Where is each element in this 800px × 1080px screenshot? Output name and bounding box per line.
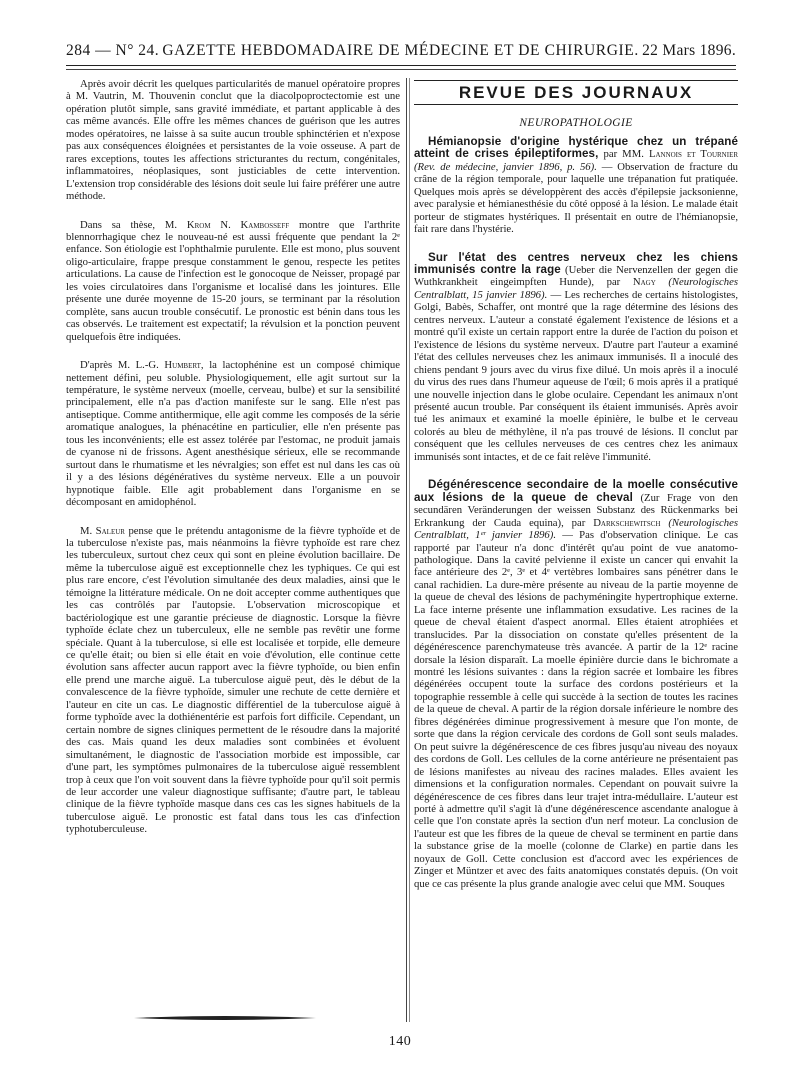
article-hemianopsie: Hémianopsie d'origine hystérique chez un trépané atteint de crises épileptiformes, par MM. Lannois et Tournier (Rev. de médecine, janvier 1896, p. 56). — Observation de fracture du crâne de la région temporale, pour laquelle une trépanation fut pratiquée. Quelques mois après se développèrent des accès d'épilepsie jacksonienne, avec paralysie et hémianesthésie du côté opposé à la lésion. Le malade était porteur de stigmates hystériques. Il présentait en outre de l'hémianopsie, fait rare dans l'hystérie. <box>414 134 739 236</box>
left-column <box>66 78 400 836</box>
article-degenerescence: Dégénérescence secondaire de la moelle consécutive aux lésions de la queue de cheval (Zur Frage von den secundären Veränderungen der weissen Substanz des Rückenmarks bei Erkrankung der Cauda equina), par Darkschewitsch (Neurologisches Centralblatt, 1ᵉʳ janvier 1896). — Pas d'observation clinique. Le cas rapporté par l'auteur n'a donc d'intérêt qu'au point de vue anatomo-pathologique. Dans la cavité pelvienne il existe un cancer qui envahit la face antérieure des 2ᵉ, 3ᵉ et 4ᵉ vertèbres lombaires sans pénétrer dans le canal rachidien. La dure-mère présente au niveau de la partie moyenne de la queue de cheval des lésions de pachyméningite hypertrophique externe. La face interne présente une inflammation exsudative. Les racines de la queue de cheval étaient d'aspect anormal. Elles étaient atrophiées et translucides. Par la dissociation on constate qu'elles présentent de la dégénérescence parenchymateuse très avancée. A partir de la 12ᵉ racine dorsale la lésion disparaît. La moelle épinière durcie dans le bichromate a montré les lésions suivantes : dans la région sacrée et lombaire les fibres dégénérées occupent toute la surface des cordons postérieurs et la topographie ressemble à celle qui succède à la section de toutes les racines de la queue de cheval. A partir de la région dorsale inférieure le nombre des fibres dégénérées diminue progressivement à mesure que l'on monte, de sorte que dans la région cervicale des cordons de Goll sont seuls malades. On peut suivre la dégénérescence de ces fibres jusqu'au niveau des noyaux des cordons de Goll. Les cellules de la corne antérieure ne présentaient pas de lésions manifestes au niveau des racines malades. Elles avaient les dimensions et la configuration normales. Cependant on pouvait suivre la dégénérescence de ces fibres dans leur trajet intra-médullaire. L'auteur est porté à admettre qu'il s'agit là d'une dégénérescence ascendante analogue à celle que l'on constate après la section d'un nerf moteur. La conclusion de l'auteur est que les fibres de la queue de cheval se terminent en partie dans la substance grise de la moelle (colonne de Clarke) en partie dans les noyaux de Goll. Cette conclusion est d'accord avec les expériences de Zinger et Müntzer et avec des faits anatomiques constatés depuis. (On voit que ce cas présente la plus grande analogie avec celui que MM. Souques <box>414 478 739 890</box>
paragraph-kambosseff: Dans sa thèse, M. Krom N. Kambosseff montre que l'arthrite blennorrhagique chez le nouveau-né est aussi fréquente que pendant la 2ᵉ enfance. Son étiologie est l'ophthalmie purulente. Elle est mono, plus souvent oligo-articulaire, frappe presque constamment le genou, respecte les petites articulations. La cause de l'infection est le gonocoque de Neisser, propagé par les voies circulatoires dans l'organisme et localisé dans les jointures. Elle présente une durée moyenne de 15-20 jours, se terminant par la résolution complète, sans aucun trouble consécutif. Le pronostic est bénin dans tous les cas observés. Le traitement est expectatif; la révulsion et la ponction peuvent quelquefois être indiquées. <box>66 218 400 343</box>
article-authors: Nagy <box>632 276 656 289</box>
folio-number: 140 <box>388 1034 412 1049</box>
section-banner: REVUE DES JOURNAUX <box>414 80 738 105</box>
paragraph-humbert: D'après M. L.-G. Humbert, la lactophénine est un composé chimique nettement défini, peu soluble. Physiologiquement, elle agit surtout sur la température, le système nerveux (moelle, cerveau, bulbe) et sur la sensibilité principalement, elle n'a pas d'action manifeste sur le sang. Elle n'est pas antiseptique. Comme antithermique, elle agit comme les composés de la série aromatique analogues, la phénacétine en particulier, elle n'en présente pas tous les inconvénients; elle est assez tolérée par l'estomac, ne produit jamais de cyanose ni de frissons. Agent anesthésique sérieux, elle se recommande surtout dans le rhumatisme et les névralgies; son effet est nul dans les cas où il y a des lésions dégénératives du système nerveux. Elle a un pouvoir hypnotique faible. Elle agit probablement dans l'organisme en se décomposant en amidophénol. <box>66 359 400 509</box>
article-title: Sur l'état des centres nerveux chez les chiens immunisés contre la rage <box>414 250 738 276</box>
paragraph-vautrin: Après avoir décrit les quelques particularités de manuel opératoire propres à M. Vautrin, M. Thouvenin conclut que la diacolpoproctectomie est une opération plutôt simple, sans gravité immédiate, et partant applicable à des cas même avancés. Elle offre les mêmes chances de guérison que les autres modes opératoires, ne laisse à sa suite aucun trouble sphinctérien et n'expose pas aux conséquences éloignées et persistantes de la voie osseuse. A part de rares exceptions, toutes les affections stricturantes du rectum, congénitales, inflammatoires, néoplasiques, sont justiciables de cette intervention. L'extension trop considérable des lésions doit seule lui faire préférer une autre méthode. <box>66 78 401 203</box>
journal-title: GAZETTE HEBDOMADAIRE DE MÉDECINE ET DE CHIRURGIE. <box>162 42 639 59</box>
section-heading: NEUROPATHOLOGIE <box>519 117 633 130</box>
header-rule-thick <box>66 65 736 66</box>
page-number: 284 — N° 24. <box>66 42 160 59</box>
article-reference: (Neurologisches Centralblatt, 1ᵉʳ janvier 1896). <box>414 516 738 542</box>
right-column <box>414 78 738 890</box>
column-separator-thin <box>409 78 410 1022</box>
author-name: L.-G. Humbert <box>135 359 201 372</box>
article-reference: (Neurologisches Centralblatt, 15 janvier 1896). <box>414 276 739 301</box>
article-title: Dégénérescence secondaire de la moelle consécutive aux lésions de la queue de cheval <box>414 478 738 504</box>
article-rage: Sur l'état des centres nerveux chez les chiens immunisés contre la rage (Ueber die Nervenzellen der gegen die Wuthkrankheit eingeimpften Hunde), par Nagy (Neurologisches Centralblatt, 15 janvier 1896). — Les recherches de certains histologistes, Golgi, Babès, Schaffer, ont montré que la rage détermine des lésions des centres nerveux. L'auteur a constaté également l'existence de lésions et a montré qu'il existe un certain rapport entre la durée de l'action du poison et l'existence de lésions du système nerveux. D'autre part l'auteur a examiné l'état des cellules nerveuses chez les animaux immunisés. Il a inoculé des chiens pendant 9 jours avec du virus fixe dilué. Un mois après il a inoculé du virus des rues dans l'humeur aqueuse de l'œil; 6 mois après il a pratiqué une nouvelle injection dans le globe oculaire. Cependant les animaux n'ont présenté aucun trouble. Par conséquent ils étaient immunisés. Après avoir tué les animaux et examiné la moelle épinière, le bulbe et le cerveau colorés au bleu de méthylène, il n'a pas trouvé de lésions. Il conclut par conséquent que les cellules nerveuses de ces centres chez les animaux immunisés sont intactes, et de ce fait relève l'immunité. <box>414 250 739 463</box>
header-rule-thin <box>66 69 736 70</box>
article-reference: (Rev. de médecine, janvier 1896, p. 56). <box>414 160 597 173</box>
column-separator <box>406 78 407 1022</box>
running-header <box>66 42 736 64</box>
issue-date: 22 Mars 1896. <box>642 42 736 59</box>
article-authors: Lannois et Tournier <box>648 148 739 161</box>
ornament-rule <box>132 1013 318 1023</box>
author-name: Krom N. Kambosseff <box>186 218 290 231</box>
article-authors: Darkschewitsch <box>593 516 661 529</box>
paragraph-saleur: M. Saleur pense que le prétendu antagonisme de la fièvre typhoïde et de la tuberculose n'existe pas, mais néanmoins la fièvre typhoïde est rare chez les tuberculeux, surtout chez ceux qui sont en pleine évolution bacillaire. De même la tuberculose aiguë est exceptionnelle chez les typhiques. Ce qui est plus rare encore, c'est l'évolution simultanée des deux maladies, ainsi que le témoigne la littérature médicale. On ne doit accepter comme authentiques que les cas contrôlés par l'autopsie. L'observation microscopique et bactériologique est une garantie précieuse de diagnostic. Lorsque la fièvre typhoïde éclate chez un tuberculeux, elle ne semble pas revêtir une forme spéciale. Quant à la tuberculose, si elle est localisée et torpide, elle demeure ce qu'elle était; ou bien si elle était en voie d'évolution, elle continue cette évolution sans affecter aucun rapport avec la fièvre typhoïde, ou bien enfin elle prend une marche aiguë. La tuberculose aiguë peut, dès le début de la convalescence de la fièvre typhoïde, simuler une rechute de cette dernière et l'auteur en cite un cas. Le diagnostic différentiel de la tuberculose aiguë à forme typhoïde avec la dothiénentérie est parfois fort difficile. Cependant, un certain nombre de signes cliniques permettent de le résoudre dans la majorité des cas. Mais quand les deux maladies sont combinées et évoluent simultanément, le diagnostic de l'association morbide est impossible, car d'une part, les symptômes pulmonaires de la tuberculose aiguë ressemblent trop à ceux que l'on voit souvent dans la fièvre typhoïde pour qu'il soit permis de leur accorder une valeur diagnostique suffisante; d'autre part, le tableau clinique de la fièvre typhoïde masque dans ces cas les signes habituels de la tuberculose aiguë. Le pronostic est fatal dans tous les cas d'infection typhotuberculeuse. <box>66 524 401 836</box>
article-title: Hémianopsie d'origine hystérique chez un trépané atteint de crises épileptiformes, <box>414 134 738 161</box>
author-name: Saleur <box>95 524 125 537</box>
